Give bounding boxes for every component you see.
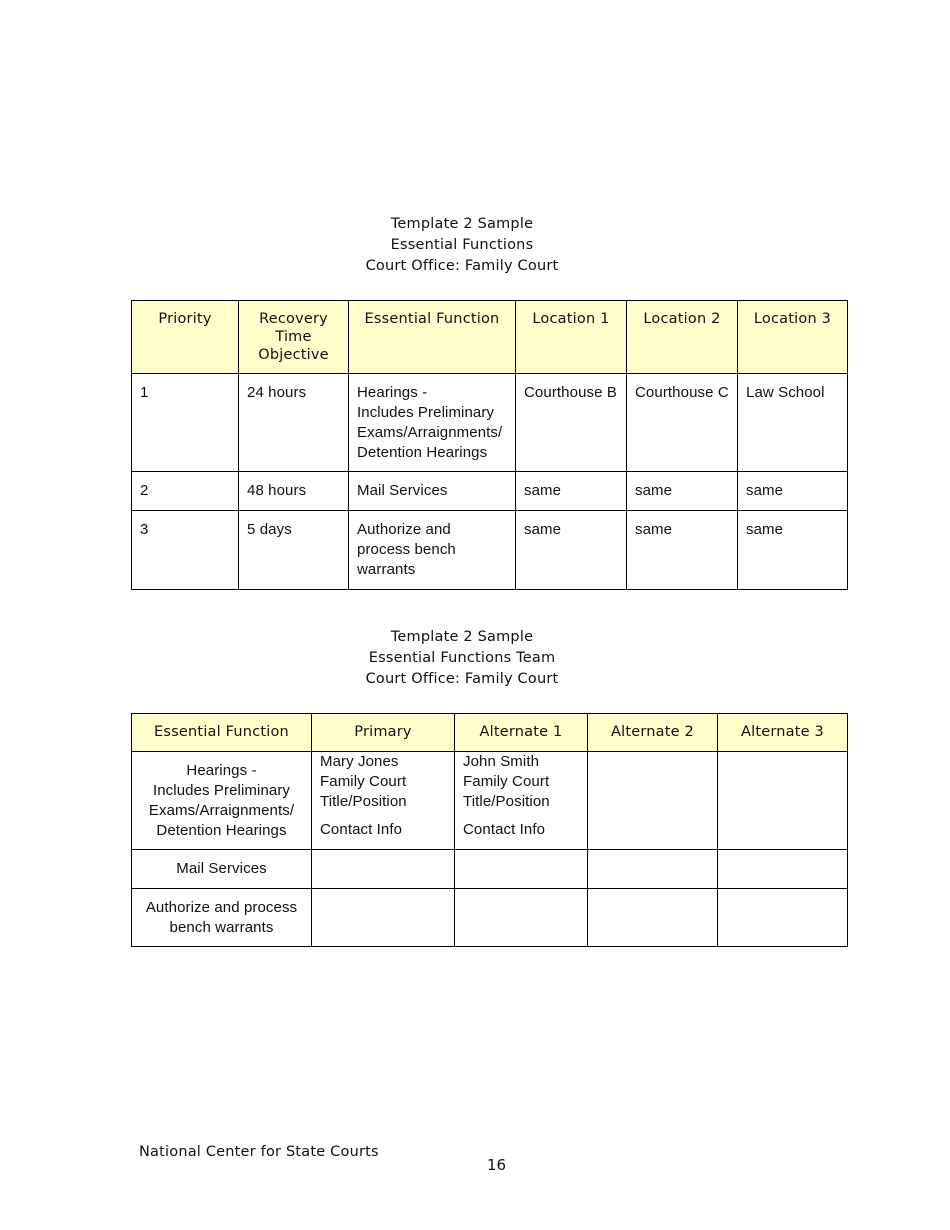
cell-line: Detention Hearings — [156, 822, 287, 839]
header-location-2: Location 2 — [627, 301, 738, 374]
cell-line: Includes Preliminary — [152, 782, 291, 799]
cell-line: Exams/Arraignments/ — [148, 802, 295, 819]
cell-line: Detention Hearings — [357, 444, 488, 461]
cell-line: Mail Services — [176, 860, 267, 877]
cell-location-1: same — [516, 511, 627, 590]
cell-location-3: Law School — [738, 374, 848, 472]
cell-line: bench warrants — [169, 919, 274, 936]
table-row — [132, 511, 848, 590]
cell-location-3: same — [738, 472, 848, 511]
cell-primary — [312, 752, 455, 850]
cell-alternate-3 — [718, 850, 848, 889]
essential-functions-table — [131, 300, 848, 590]
cell-line: Authorize and process — [145, 899, 298, 916]
cell-alternate-1 — [455, 850, 588, 889]
header-priority: Priority — [132, 301, 239, 374]
cell-line: Hearings - — [357, 384, 428, 401]
spacer — [320, 812, 446, 820]
table-row — [132, 850, 848, 889]
table1-title-line: Template 2 Sample — [390, 216, 534, 232]
cell-line: Mail Services — [357, 482, 448, 499]
cell-location-2: same — [627, 511, 738, 590]
cell-location-1: same — [516, 472, 627, 511]
table-row — [132, 374, 848, 472]
header-recovery-time-objective — [239, 301, 349, 374]
table2-title-line: Template 2 Sample — [390, 629, 534, 645]
cell-essential-function — [349, 472, 516, 511]
table2-title-line: Court Office: Family Court — [365, 671, 559, 687]
header-essential-function: Essential Function — [132, 714, 312, 752]
cell-line: Family Court — [463, 773, 550, 790]
cell-location-2: Courthouse C — [627, 374, 738, 472]
cell-priority: 3 — [132, 511, 239, 590]
cell-line: Exams/Arraignments/ — [357, 424, 503, 441]
table1-title-line: Essential Functions — [390, 237, 534, 253]
table-row — [132, 472, 848, 511]
table1-title-line: Court Office: Family Court — [365, 258, 559, 274]
cell-rto: 5 days — [239, 511, 349, 590]
cell-location-3: same — [738, 511, 848, 590]
cell-alternate-1 — [455, 889, 588, 947]
table-row — [132, 752, 848, 850]
cell-essential-function — [132, 850, 312, 889]
cell-line: John Smith — [463, 753, 540, 770]
header-line: Recovery — [259, 311, 328, 327]
cell-essential-function — [132, 889, 312, 947]
cell-line: Contact Info — [463, 821, 546, 838]
header-alternate-2: Alternate 2 — [588, 714, 718, 752]
cell-location-1: Courthouse B — [516, 374, 627, 472]
header-line: Objective — [258, 347, 329, 363]
cell-alternate-3 — [718, 752, 848, 850]
cell-alternate-2 — [588, 889, 718, 947]
cell-line: Contact Info — [320, 821, 403, 838]
cell-alternate-2 — [588, 752, 718, 850]
cell-alternate-3 — [718, 889, 848, 947]
cell-alternate-1 — [455, 752, 588, 850]
cell-priority: 2 — [132, 472, 239, 511]
header-location-1: Location 1 — [516, 301, 627, 374]
cell-essential-function — [349, 374, 516, 472]
cell-line: Mary Jones — [320, 753, 399, 770]
cell-location-2: same — [627, 472, 738, 511]
header-alternate-1: Alternate 1 — [455, 714, 588, 752]
table-row — [132, 889, 848, 947]
cell-line: warrants — [357, 561, 416, 578]
cell-line: Hearings - — [186, 762, 257, 779]
table1-title — [0, 214, 950, 277]
cell-line: Title/Position — [463, 793, 550, 810]
cell-alternate-2 — [588, 850, 718, 889]
cell-essential-function — [132, 752, 312, 850]
cell-line: Family Court — [320, 773, 407, 790]
cell-primary — [312, 850, 455, 889]
header-alternate-3: Alternate 3 — [718, 714, 848, 752]
header-primary: Primary — [312, 714, 455, 752]
cell-rto: 24 hours — [239, 374, 349, 472]
header-location-3: Location 3 — [738, 301, 848, 374]
cell-line: Authorize and — [357, 521, 451, 538]
table2-title-line: Essential Functions Team — [368, 650, 556, 666]
page-number: 16 — [487, 1156, 507, 1174]
cell-essential-function — [349, 511, 516, 590]
cell-line: Includes Preliminary — [357, 404, 495, 421]
header-essential-function: Essential Function — [349, 301, 516, 374]
spacer — [463, 812, 579, 820]
essential-functions-team-table — [131, 713, 848, 947]
cell-line: Title/Position — [320, 793, 407, 810]
table-header-row — [132, 301, 848, 374]
cell-rto: 48 hours — [239, 472, 349, 511]
cell-primary — [312, 889, 455, 947]
table2-title — [0, 627, 950, 690]
header-line: Time — [275, 329, 312, 345]
cell-line: process bench — [357, 541, 456, 558]
footer-organization: National Center for State Courts — [139, 1144, 379, 1160]
cell-priority: 1 — [132, 374, 239, 472]
table-header-row — [132, 714, 848, 752]
